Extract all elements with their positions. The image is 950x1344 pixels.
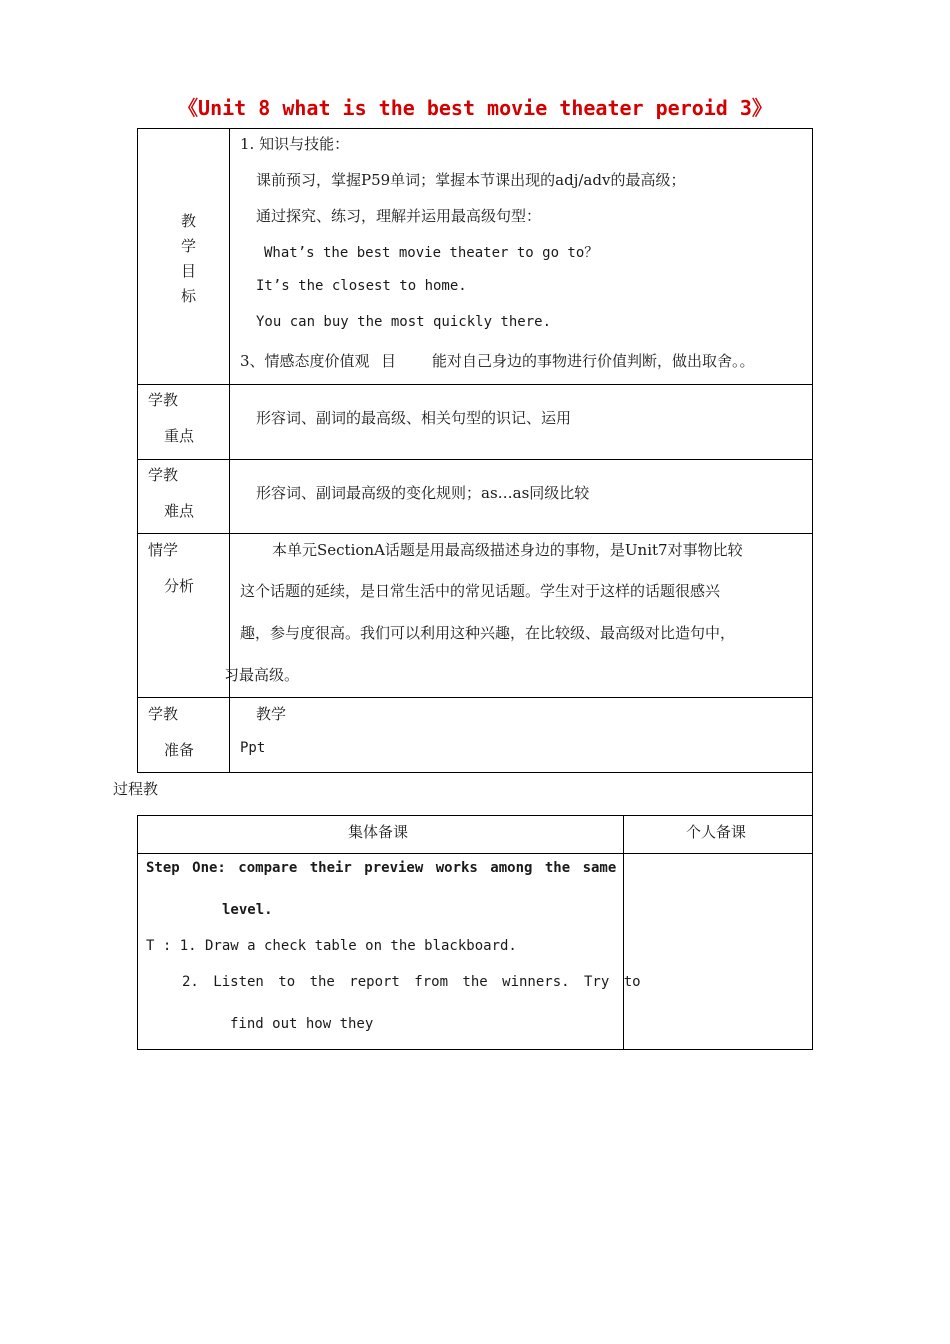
goals-line-7a: 3、情感态度价值观 [240, 352, 370, 370]
process-label: 过程教 [113, 780, 159, 798]
difficulty-content: 形容词、副词最高级的变化规则；as…as同级比较 [256, 484, 590, 502]
step1-line-b: level. [222, 902, 273, 918]
goals-line-4: What’s the best movie theater to go to？ [264, 245, 599, 261]
goals-line-2: 课前预习，掌握P59单词；掌握本节课出现的adj/adv的最高级； [256, 171, 686, 189]
difficulty-label-top: 学教 [148, 466, 179, 484]
analysis-line-3: 趣，参与度很高。我们可以利用这种兴趣，在比较级、最高级对比造句中， [240, 624, 736, 642]
focus-label-top: 学教 [148, 391, 179, 409]
teacher-step-2: 2. Listen to the report from the winners. Try to [182, 974, 641, 990]
prep-content-bottom: Ppt [240, 740, 266, 756]
goals-line-3: 通过探究、练习，理解并运用最高级句型： [256, 207, 542, 225]
header-collective: 集体备课 [348, 823, 409, 841]
prep-label-top: 学教 [148, 705, 179, 723]
header-personal: 个人备课 [686, 823, 747, 841]
teacher-step-3: find out how they [230, 1016, 374, 1032]
step1-line-a: Step One: compare their preview works among the same [146, 860, 617, 876]
analysis-line-2: 这个话题的延续，是日常生活中的常见话题。学生对于这样的话题很感兴 [240, 582, 721, 600]
prep-content-top: 教学 [256, 705, 287, 723]
difficulty-label-bottom: 难点 [164, 502, 195, 520]
goals-line-7c: 能对自己身边的事物进行价值判断，做出取舍。。 [432, 352, 755, 370]
analysis-label-bottom: 分析 [164, 577, 195, 595]
analysis-label-top: 情学 [148, 541, 179, 559]
focus-content: 形容词、副词的最高级、相关句型的识记、运用 [256, 409, 572, 427]
goals-line-1: 1. 知识与技能： [240, 135, 350, 153]
page-title: 《Unit 8 what is the best movie theater peroid 3》 [178, 96, 772, 120]
analysis-line-4: 习最高级。 [224, 666, 300, 684]
goals-line-7b: 目 [381, 352, 397, 370]
focus-label-bottom: 重点 [164, 427, 195, 445]
teacher-step-1: T : 1. Draw a check table on the blackboard. [146, 938, 517, 954]
prep-label-bottom: 准备 [164, 741, 195, 759]
goals-line-5: It’s the closest to home. [256, 278, 467, 294]
goals-line-6: You can buy the most quickly there. [256, 314, 552, 330]
analysis-line-1: 本单元SectionA话题是用最高级描述身边的事物，是Unit7对事物比较 [272, 541, 743, 559]
